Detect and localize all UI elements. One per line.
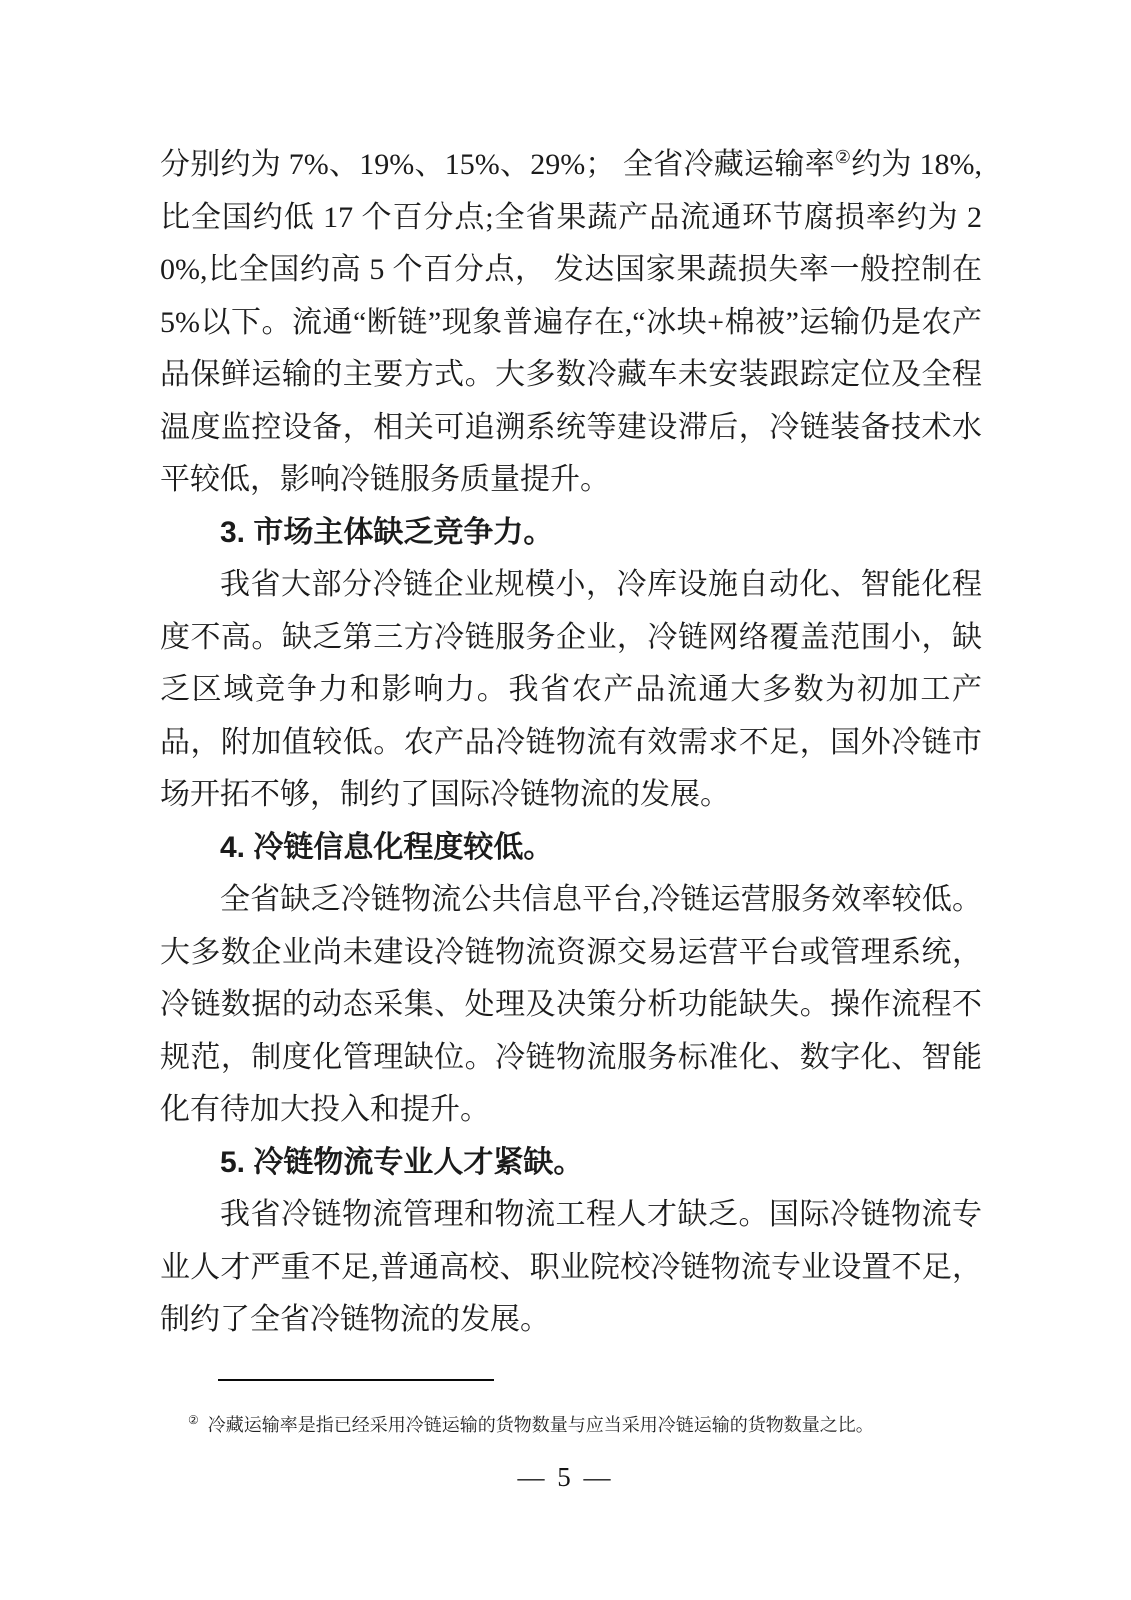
footnote-text: 冷藏运输率是指已经采用冷链运输的货物数量与应当采用冷链运输的货物数量之比。 [207, 1415, 874, 1435]
section-4-heading: 4. 冷链信息化程度较低。 [220, 830, 554, 864]
footnote-divider [218, 1379, 494, 1381]
continuation-text-after-footnote-ref: 约为 18%,比全国约低 17 个百分点;全省果蔬产品流通环节腐损率约为 20%,比全国约高 5 个百分点， 发达国家果蔬损失率一般控制在 5%以下。流通“断链”现象普遍存在,“冰块+棉被”运输仍是农产品保鲜运输的主要方式。大多数冷藏车未安装跟踪定位及全程温度监控设备，相关可追溯系统等建设滞后，冷链装备技术水平较低，影响冷链服务质量提升。 [160, 148, 982, 496]
section-3-paragraph: 我省大部分冷链企业规模小，冷库设施自动化、智能化程度不高。缺乏第三方冷链服务企业，冷链网络覆盖范围小，缺乏区域竞争力和影响力。我省农产品流通大多数为初加工产品，附加值较低。农产品冷链物流有效需求不足，国外冷链市场开拓不够，制约了国际冷链物流的发展。 [160, 568, 982, 811]
continuation-text-before-footnote-ref: 分别约为 7%、19%、15%、29%； 全省冷藏运输率 [160, 148, 835, 181]
section-5-heading: 5. 冷链物流专业人才紧缺。 [220, 1145, 584, 1179]
footnote-marker: ② [188, 1413, 199, 1427]
footnote-reference-mark: ② [834, 147, 852, 167]
continuation-paragraph [160, 139, 982, 507]
section-5-paragraph: 我省冷链物流管理和物流工程人才缺乏。国际冷链物流专业人才严重不足,普通高校、职业院校冷链物流专业设置不足，制约了全省冷链物流的发展。 [160, 1198, 982, 1336]
section-3-heading: 3. 市场主体缺乏竞争力。 [220, 515, 554, 549]
footnote [188, 1412, 912, 1439]
section-4-paragraph: 全省缺乏冷链物流公共信息平台,冷链运营服务效率较低。大多数企业尚未建设冷链物流资源交易运营平台或管理系统，冷链数据的动态采集、处理及决策分析功能缺失。操作流程不规范，制度化管理缺位。冷链物流服务标准化、数字化、智能化有待加大投入和提升。 [160, 883, 982, 1126]
page-body [160, 139, 982, 1347]
page-number: — 5 — [517, 1462, 614, 1492]
